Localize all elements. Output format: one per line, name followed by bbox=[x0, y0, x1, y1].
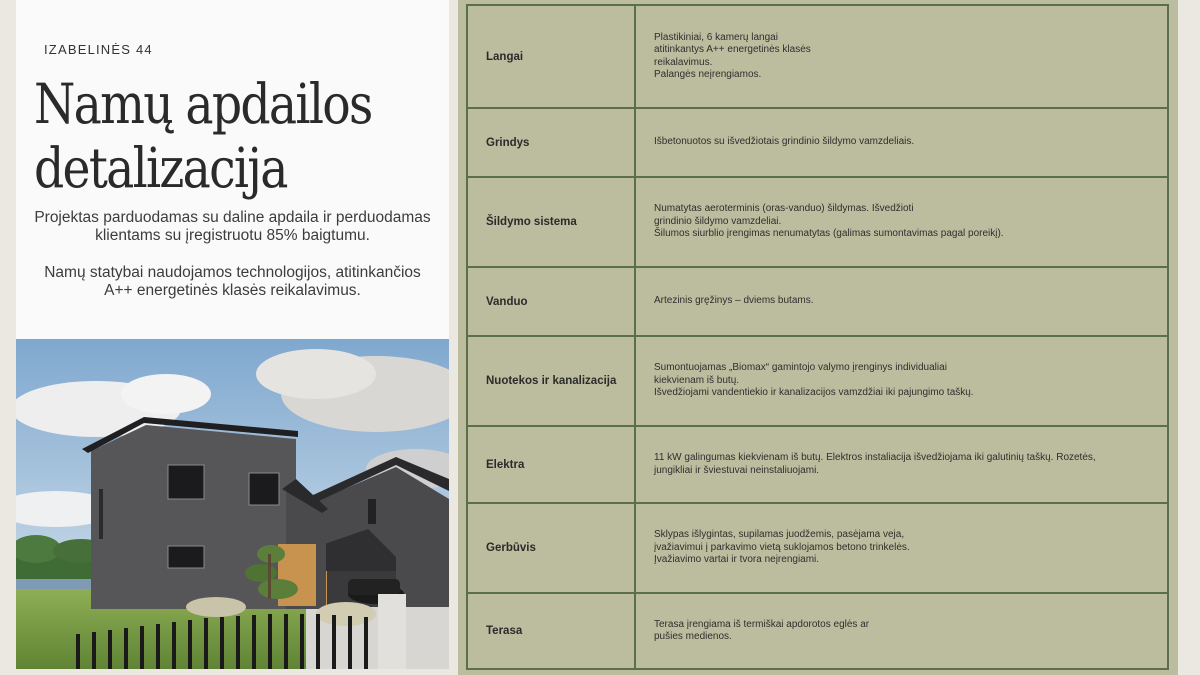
row-value: Sklypas išlygintas, supilamas juodžemis, pasėjama veja, įvažiavimui į parkavimo vietą suklojamos betono trinkelės. Įvažiavimo vartai ir tvora neįrengiami. bbox=[654, 529, 910, 566]
row-value: 11 kW galingumas kiekvienam iš butų. Elektros instaliacija išvedžiojama iki galutinių taškų. Rozetės, jungikliai ir šviestuvai neinstaliuojami. bbox=[654, 452, 1096, 476]
specification-table bbox=[458, 0, 1178, 675]
row-label: Nuotekos ir kanalizacija bbox=[468, 337, 636, 425]
row-value: Sumontuojamas „Biomax“ gamintojo valymo įrenginys individualiai kiekvienam iš butų. Išvedžiojami vandentiekio ir kanalizacijos vamzdžiai iki pajungimo taškų. bbox=[654, 362, 974, 399]
table-row-sewage bbox=[468, 337, 1167, 427]
row-value: Numatytas aeroterminis (oras-vanduo) šildymas. Išvedžioti grindinio šildymo vamzdeliai. Šilumos siurblio įrengimas nenumatytas (galimas sumontavimas pagal poreikį). bbox=[654, 203, 1004, 240]
row-label: Vanduo bbox=[468, 268, 636, 335]
row-value: Artezinis gręžinys – dviems butams. bbox=[654, 295, 814, 307]
row-value: Plastikiniai, 6 kamerų langai atitinkantys A++ energetinės klasės reikalavimus. Palangės neįrengiamos. bbox=[654, 31, 811, 80]
row-value: Terasa įrengiama iš termiškai apdorotos eglės ar pušies medienos. bbox=[654, 618, 870, 642]
row-label: Langai bbox=[468, 6, 636, 107]
table-row-terrace bbox=[468, 594, 1167, 668]
description-finish: Projektas parduodamas su daline apdaila ir perduodamas klientams su įregistruotu 85% baigtumu. bbox=[34, 209, 431, 244]
row-label: Elektra bbox=[468, 427, 636, 502]
row-label: Šildymo sistema bbox=[468, 178, 636, 266]
intro-panel bbox=[16, 0, 449, 339]
specification-grid bbox=[466, 4, 1169, 670]
table-row-water bbox=[468, 268, 1167, 337]
row-label: Gerbūvis bbox=[468, 504, 636, 592]
table-row-floors bbox=[468, 109, 1167, 178]
table-row-electricity bbox=[468, 427, 1167, 504]
project-name: IZABELINĖS 44 bbox=[44, 42, 153, 57]
table-row-windows bbox=[468, 6, 1167, 109]
row-label: Terasa bbox=[468, 594, 636, 668]
row-label: Grindys bbox=[468, 109, 636, 176]
table-row-heating bbox=[468, 178, 1167, 268]
table-row-landscaping bbox=[468, 504, 1167, 594]
row-value: Išbetonuotos su išvedžiotais grindinio šildymo vamzdeliais. bbox=[654, 136, 915, 148]
description-technology: Namų statybai naudojamos technologijos, atitinkančios A++ energetinės klasės reikalavimus. bbox=[44, 264, 421, 299]
house-rendering-image bbox=[16, 339, 449, 669]
page-title: Namų apdailos detalizacija bbox=[34, 72, 372, 200]
